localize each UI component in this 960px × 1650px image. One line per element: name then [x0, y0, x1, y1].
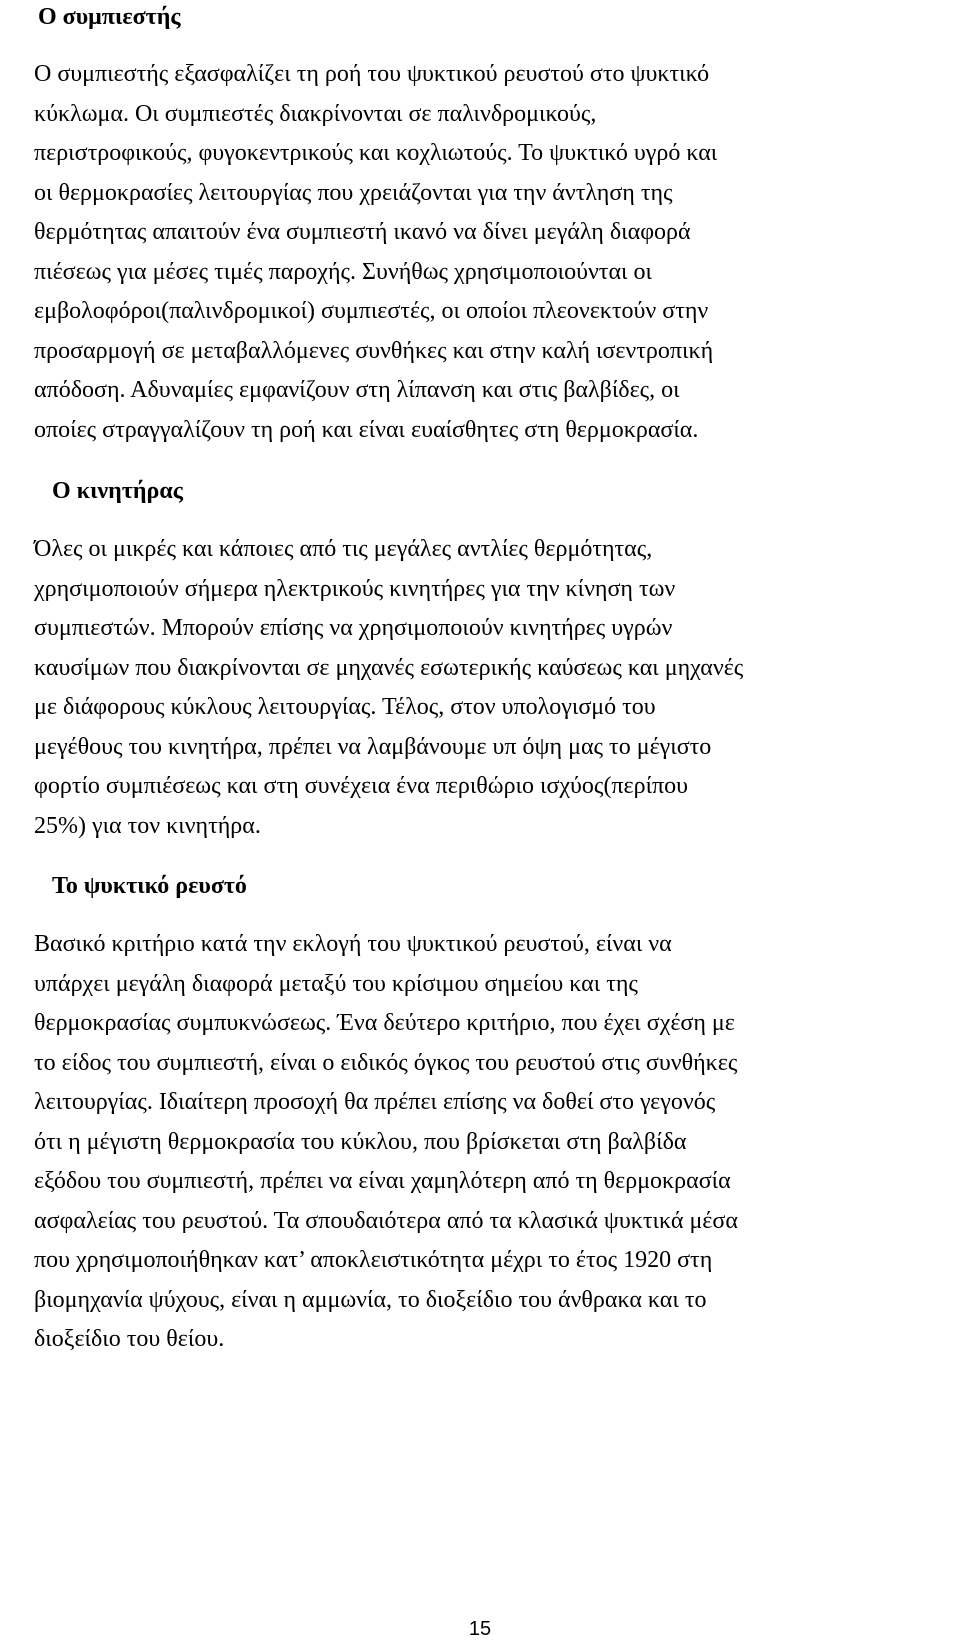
text-line: το είδος του συμπιεστή, είναι ο ειδικός όγκος του ρευστού στις συνθήκες — [34, 1049, 738, 1076]
text-line: προσαρμογή σε μεταβαλλόμενες συνθήκες και στην καλή ισεντροπική — [34, 337, 714, 364]
section-body-compressor — [34, 55, 934, 450]
text-line: μεγέθους του κινητήρα, πρέπει να λαμβάνουμε υπ όψη μας το μέγιστο — [34, 733, 712, 760]
text-line: λειτουργίας. Ιδιαίτερη προσοχή θα πρέπει επίσης να δοθεί στο γεγονός — [34, 1089, 716, 1115]
text-line: θερμότητας απαιτούν ένα συμπιεστή ικανό να δίνει μεγάλη διαφορά — [34, 219, 691, 245]
text-line: ασφαλείας του ρευστού. Τα σπουδαιότερα από τα κλασικά ψυκτικά μέσα — [34, 1207, 738, 1234]
text-line: συμπιεστών. Μπορούν επίσης να χρησιμοποιούν κινητήρες υγρών — [34, 615, 673, 641]
text-line: οι θερμοκρασίες λειτουργίας που χρειάζονται για την άντληση της — [34, 179, 673, 206]
text-line: εξόδου του συμπιεστή, πρέπει να είναι χαμηλότερη από τη θερμοκρασία — [34, 1168, 731, 1194]
text-line: Όλες οι μικρές και κάποιες από τις μεγάλες αντλίες θερμότητας, — [34, 536, 653, 562]
text-line: χρησιμοποιούν σήμερα ηλεκτρικούς κινητήρες για την κίνηση των — [34, 575, 676, 602]
text-line: βιομηχανία ψύχους, είναι η αμμωνία, το διοξείδιο του άνθρακα και το — [34, 1286, 707, 1313]
text-line: οποίες στραγγαλίζουν τη ροή και είναι ευαίσθητες στη θερμοκρασία. — [34, 416, 699, 443]
text-line: διοξείδιο του θείου. — [34, 1326, 225, 1352]
section-body-refrigerant — [34, 925, 934, 1360]
section-body-motor — [34, 530, 934, 846]
text-line: περιστροφικούς, φυγοκεντρικούς και κοχλιωτούς. Το ψυκτικό υγρό και — [34, 140, 718, 166]
text-line: καυσίμων που διακρίνονται σε μηχανές εσωτερικής καύσεως και μηχανές — [34, 654, 744, 681]
text-line: που χρησιμοποιήθηκαν κατ’ αποκλειστικότητα μέχρι το έτος 1920 στη — [34, 1247, 713, 1273]
page-number: 15 — [468, 1618, 492, 1640]
text-line: με διάφορους κύκλους λειτουργίας. Τέλος, στον υπολογισμό του — [34, 694, 656, 720]
section-heading-motor: Ο κινητήρας — [52, 478, 183, 504]
text-line: Βασικό κριτήριο κατά την εκλογή του ψυκτικού ρευστού, είναι να — [34, 931, 672, 957]
section-heading-compressor: Ο συμπιεστής — [38, 4, 181, 30]
text-line: φορτίο συμπιέσεως και στη συνέχεια ένα περιθώριο ισχύος(περίπου — [34, 773, 689, 799]
text-line: εμβολοφόροι(παλινδρομικοί) συμπιεστές, οι οποίοι πλεονεκτούν στην — [34, 298, 709, 324]
text-line: θερμοκρασίας συμπυκνώσεως. Ένα δεύτερο κριτήριο, που έχει σχέση με — [34, 1010, 735, 1036]
text-line: 25%) για τον κινητήρα. — [34, 812, 261, 839]
section-heading-refrigerant: Το ψυκτικό ρευστό — [52, 873, 247, 899]
text-line: ότι η μέγιστη θερμοκρασία του κύκλου, που βρίσκεται στη βαλβίδα — [34, 1128, 687, 1155]
text-line: απόδοση. Αδυναμίες εμφανίζουν στη λίπανση και στις βαλβίδες, οι — [34, 377, 680, 403]
text-line: Ο συμπιεστής εξασφαλίζει τη ροή του ψυκτικού ρευστού στο ψυκτικό — [34, 61, 710, 87]
text-line: υπάρχει μεγάλη διαφορά μεταξύ του κρίσιμου σημείου και της — [34, 970, 638, 997]
text-line: πιέσεως για μέσες τιμές παροχής. Συνήθως χρησιμοποιούνται οι — [34, 258, 652, 285]
text-line: κύκλωμα. Οι συμπιεστές διακρίνονται σε παλινδρομικούς, — [34, 100, 597, 127]
